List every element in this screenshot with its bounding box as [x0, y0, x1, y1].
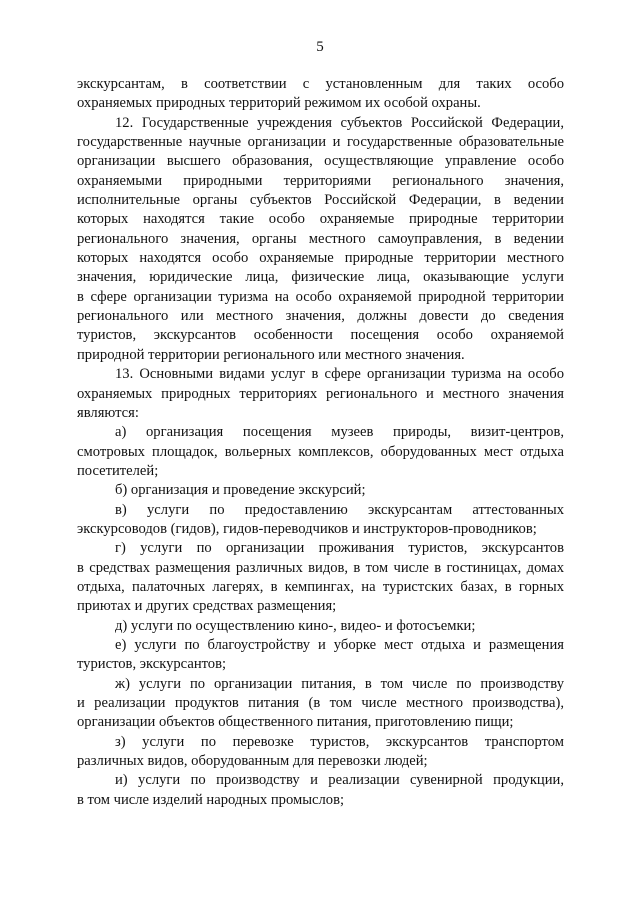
- text-line: организации объектов общественного питания, приготовлению пищи;: [77, 714, 514, 731]
- text-line: приютах и других средствах размещения;: [77, 598, 337, 615]
- text-line: 12. Государственные учреждения субъектов Российской Федерации,: [115, 114, 564, 131]
- text-line: в том числе изделий народных промыслов;: [77, 791, 345, 808]
- text-line: являются:: [77, 404, 139, 421]
- text-line: посетителей;: [77, 462, 159, 479]
- text-line: которых находятся особо охраняемые природные территории местного: [77, 250, 564, 267]
- text-line: туристов, экскурсантов особенности посещения особо охраняемой: [77, 327, 564, 344]
- text-line: туристов, экскурсантов;: [77, 656, 227, 673]
- text-line: охраняемыми природными территориями регионального значения,: [77, 172, 564, 189]
- text-line: регионального значения, органы местного самоуправления, в ведении: [77, 230, 564, 247]
- text-line: в сфере организации туризма на особо охраняемой природной территории: [77, 288, 564, 305]
- text-line: регионального или местного значения, должны довести до сведения: [77, 308, 564, 325]
- text-line: в) услуги по предоставлению экскурсантам аттестованных: [115, 501, 564, 518]
- text-line: экскурсоводов (гидов), гидов-переводчиков и инструкторов-проводников;: [77, 520, 537, 537]
- text-line: 13. Основными видами услуг в сфере организации туризма на особо: [115, 366, 564, 383]
- page-number: 5: [316, 39, 324, 55]
- text-line: и) услуги по производству и реализации сувенирной продукции,: [115, 772, 564, 789]
- text-line: государственные научные организации и государственные образовательные: [77, 134, 564, 151]
- text-line: различных видов, оборудованным для перевозки людей;: [77, 753, 428, 770]
- text-line: природной территории регионального или местного значения.: [77, 346, 465, 363]
- text-line: экскурсантам, в соответствии с установленным для таких особо: [77, 76, 564, 92]
- text-line: организации высшего образования, осуществляющие управление особо: [77, 153, 564, 170]
- text-line: ж) услуги по организации питания, в том числе по производству: [115, 675, 564, 692]
- text-line: е) услуги по благоустройству и уборке мест отдыха и размещения: [115, 636, 564, 653]
- text-line: в средствах размещения различных видов, в том числе в гостиницах, домах: [77, 559, 564, 576]
- text-line: исполнительные органы субъектов Российской Федерации, в ведении: [77, 192, 564, 209]
- document-body: [77, 75, 564, 810]
- text-line: г) услуги по организации проживания туристов, экскурсантов: [115, 540, 564, 557]
- text-line: значения, юридические лица, физические лица, оказывающие услуги: [77, 269, 564, 286]
- text-line: смотровых площадок, вольерных комплексов, оборудованных мест отдыха: [77, 443, 564, 460]
- text-line: отдыха, палаточных лагерях, в кемпингах, на туристских базах, в горных: [77, 578, 564, 595]
- text-line: и реализации продуктов питания (в том числе местного производства),: [77, 695, 564, 711]
- text-line: а) организация посещения музеев природы, визит-центров,: [115, 424, 564, 441]
- text-line: охраняемых природных территорий режимом их особой охраны.: [77, 95, 481, 112]
- text-line: охраняемых природных территориях регионального и местного значения: [77, 385, 564, 402]
- text-line: которых находятся такие особо охраняемые природные территории: [77, 211, 564, 228]
- text-line: б) организация и проведение экскурсий;: [115, 482, 366, 499]
- text-line: з) услуги по перевозке туристов, экскурсантов транспортом: [115, 733, 564, 750]
- text-line: д) услуги по осуществлению кино-, видео- и фотосъемки;: [115, 617, 476, 634]
